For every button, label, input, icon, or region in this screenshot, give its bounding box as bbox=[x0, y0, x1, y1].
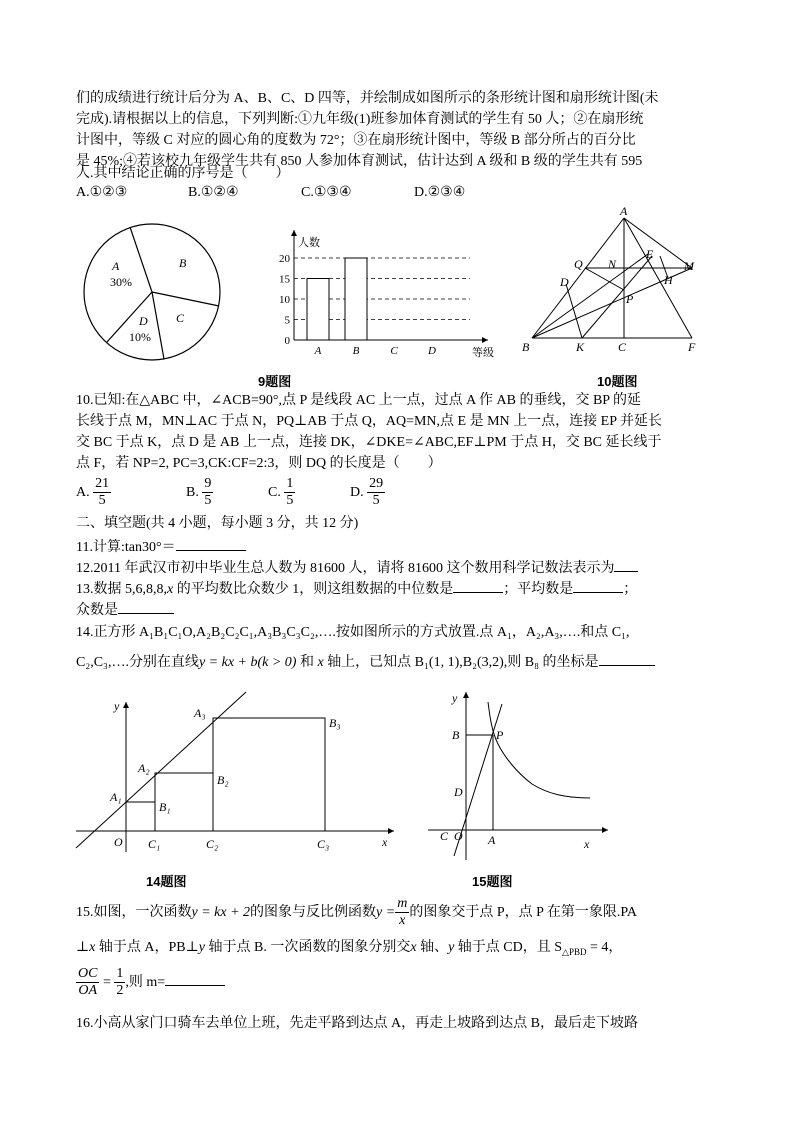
q12-answer-blank[interactable] bbox=[614, 557, 638, 572]
q9-option-b: B.①②④ bbox=[188, 185, 239, 200]
q9-line-1: 们的成绩进行统计后分为 A、B、C、D 四等，并绘制成如图所示的条形统计图和扇形统计图(未 bbox=[76, 91, 659, 106]
q14-var-x: x bbox=[317, 655, 324, 670]
fig14-label-x: x bbox=[382, 835, 388, 849]
q15-half-den: 2 bbox=[116, 983, 124, 999]
pie-label-a: A bbox=[112, 259, 120, 273]
q10-option-a bbox=[76, 476, 111, 509]
fig10-label-m: M bbox=[684, 259, 694, 273]
fig14-label-c2: C₂ bbox=[206, 837, 219, 851]
pie-divider-ab bbox=[130, 227, 152, 292]
fig10-label-b: B bbox=[522, 340, 530, 354]
q15-line-2 bbox=[76, 939, 622, 961]
q12 bbox=[76, 557, 638, 578]
q15-ratio-fraction bbox=[76, 966, 99, 999]
q15-text-b: 的图象与反比例函数 bbox=[250, 905, 377, 920]
bar-y-tick-label: 5 bbox=[284, 314, 290, 327]
q16-line-1: 16.小高从家门口骑车去单位上班，先走平路到达点 A，再走上坡路到达点 B，最后走下坡路 bbox=[76, 1016, 638, 1031]
fig14-label-a1: A₁ bbox=[110, 790, 122, 804]
q9-line-3: 计图中，等级 C 对应的圆心角的度数为 72°；③在扇形统计图中，等级 B 部分所占的百分比 bbox=[76, 133, 636, 148]
fig10-label-p: P bbox=[626, 292, 634, 306]
q14-text-a: C₂,C₃,….分别在直线 bbox=[76, 655, 199, 670]
q10-line-1: 10.已知:在△ABC 中，∠ACB=90°,点 P 是线段 AC 上一点，过点 A 作 AB 的垂线，交 BP 的延 bbox=[76, 393, 642, 408]
q9-line-5-text: 人.其中结论正确的序号是（ ） bbox=[76, 166, 290, 181]
fig10-label-q: Q bbox=[574, 257, 583, 271]
q15-text-h: = 4， bbox=[586, 940, 623, 955]
q13-text-d: ； bbox=[623, 582, 638, 597]
q15-answer-blank[interactable] bbox=[165, 971, 225, 986]
q10-option-b-num: 9 bbox=[204, 476, 212, 491]
fig10-label-d: D bbox=[560, 275, 569, 289]
fig15-label-d: D bbox=[454, 785, 463, 799]
q15-text-g: 轴于点 CD，且 S bbox=[454, 940, 563, 955]
q15-text-a: 15.如图，一次函数 bbox=[76, 905, 192, 920]
bar-y-tick-label: 10 bbox=[279, 294, 290, 306]
q13-text-c: ；平均数是 bbox=[503, 582, 574, 597]
fig15-label-a: A bbox=[488, 833, 496, 847]
bar-category-label: D bbox=[428, 345, 436, 357]
q10-option-c bbox=[268, 476, 295, 509]
bar-y-tick-label: 0 bbox=[284, 335, 290, 347]
q13-var-x: x bbox=[167, 582, 174, 597]
q15-linear-expr: y = kx + 2 bbox=[191, 905, 251, 920]
q10-option-d bbox=[350, 476, 385, 509]
q10-option-c-letter: C. bbox=[268, 484, 281, 500]
fig14-label-b1: B₁ bbox=[159, 800, 171, 814]
q15-var-x2: x bbox=[410, 940, 417, 955]
fig15-label-b: B bbox=[452, 728, 460, 742]
q13-text-b: 的平均数比众数少 1，则这组数据的中位数是 bbox=[173, 582, 454, 597]
bar-y-tick-label: 20 bbox=[279, 253, 290, 265]
section-2-heading: 二、填空题(共 4 小题，每小题 3 分，共 12 分) bbox=[76, 516, 359, 531]
q10-line-4: 点 F，若 NP=2, PC=3,CK:CF=2:3，则 DQ 的长度是（ ） bbox=[76, 456, 442, 471]
q14-text-b: 和 bbox=[296, 655, 318, 670]
q15-text-perp: ⊥ bbox=[76, 940, 90, 955]
fig15-caption: 15题图 bbox=[472, 874, 513, 889]
fig10-label-e: E bbox=[646, 247, 654, 261]
q13-mode-blank[interactable] bbox=[118, 599, 174, 614]
bar-category-label: C bbox=[390, 345, 398, 357]
q13-median-blank[interactable] bbox=[453, 578, 503, 593]
q10-option-d-num: 29 bbox=[369, 476, 384, 491]
fig14-label-a3: A₃ bbox=[194, 706, 206, 720]
q15-text-c: 的图象交于点 P，点 P 在第一象限.PA bbox=[409, 905, 638, 920]
q14-line-2 bbox=[76, 651, 655, 672]
fig14-label-c1: C₁ bbox=[148, 837, 161, 851]
q9-option-d: D.②③④ bbox=[414, 185, 466, 200]
q13-line-1 bbox=[76, 578, 637, 599]
fig14-label-a2: A₂ bbox=[138, 761, 150, 775]
q15-inverse-expr: y = bbox=[376, 905, 396, 920]
pie-label-d: D bbox=[139, 314, 148, 328]
q13-line-2 bbox=[76, 599, 174, 620]
q10-option-c-fraction bbox=[284, 476, 295, 509]
fig10-label-n: N bbox=[608, 257, 617, 271]
fig15-label-y: y bbox=[452, 691, 458, 705]
q15-text-i: ,则 m= bbox=[125, 975, 166, 990]
fig14-diagram bbox=[74, 690, 404, 860]
q15-inverse-fraction bbox=[395, 896, 409, 929]
q15-var-y1: y bbox=[198, 940, 206, 955]
q9-option-a: A.①②③ bbox=[76, 185, 128, 200]
pie-label-b: B bbox=[179, 256, 187, 270]
q11-answer-blank[interactable] bbox=[176, 536, 246, 551]
q10-option-a-letter: A. bbox=[76, 484, 90, 500]
q10-line-3: 交 BC 于点 K，点 D 是 AB 上一点，连接 DK，∠DKE=∠ABC,EF⊥PM 于点 H，交 BC 延长线于 bbox=[76, 435, 662, 450]
q15-var-y2: y bbox=[448, 940, 455, 955]
q15-line-3 bbox=[76, 966, 225, 1000]
fig10-label-a: A bbox=[620, 204, 628, 218]
q13-text-e: 众数是 bbox=[76, 603, 118, 618]
q11 bbox=[76, 536, 246, 557]
fig15-label-p: P bbox=[496, 728, 504, 742]
q15-text-d: 轴于点 A，PB⊥ bbox=[95, 940, 199, 955]
q10-option-b-letter: B. bbox=[186, 484, 199, 500]
q11-text: 11.计算:tan30°＝ bbox=[76, 540, 176, 555]
fig10-label-c: C bbox=[618, 340, 627, 354]
q15-area-sub: △PBD bbox=[562, 946, 587, 957]
q15-frac-x: x bbox=[399, 913, 406, 929]
fig14-label-c3: C₃ bbox=[317, 837, 330, 851]
q10-option-a-fraction bbox=[93, 476, 111, 509]
q13-mean-blank[interactable] bbox=[573, 578, 623, 593]
bar-y-tick-label: 15 bbox=[279, 273, 290, 286]
bar-x-label: 等级 bbox=[472, 347, 494, 359]
fig14-label-o: O bbox=[114, 835, 123, 849]
q10-option-b bbox=[186, 476, 213, 509]
q10-option-b-den: 5 bbox=[204, 493, 212, 508]
q10-option-a-num: 21 bbox=[95, 476, 110, 491]
q12-text: 12.2011 年武汉市初中毕业生总人数为 81600 人，请将 81600 这个数用科学记数法表示为 bbox=[76, 561, 615, 576]
pie-label-a-pct: 30% bbox=[110, 275, 132, 289]
fig10-diagram bbox=[520, 206, 720, 356]
q15-half-fraction bbox=[114, 966, 125, 999]
fig15-label-x: x bbox=[584, 837, 590, 851]
q10-option-d-den: 5 bbox=[372, 493, 380, 508]
fig15-label-c: C bbox=[440, 829, 449, 843]
pie-divider-cd bbox=[152, 292, 164, 359]
fig9-caption: 9题图 bbox=[258, 374, 292, 389]
bar-y-label: 人数 bbox=[298, 237, 320, 249]
bar-a bbox=[307, 279, 329, 341]
q15-equals: = bbox=[99, 975, 115, 990]
q10-option-d-letter: D. bbox=[350, 484, 364, 500]
pie-chart bbox=[82, 222, 222, 362]
fig14-label-b2: B₂ bbox=[217, 773, 229, 787]
fig15-label-o: O bbox=[454, 829, 463, 843]
fig10-label-f: F bbox=[688, 340, 696, 354]
pie-label-c: C bbox=[176, 311, 185, 325]
q14-text-c: 轴上，已知点 B₁(1, 1),B₂(3,2),则 B₈ 的坐标是 bbox=[323, 655, 599, 670]
fig10-label-k: K bbox=[576, 340, 585, 354]
bar-category-label: B bbox=[352, 345, 360, 357]
fig15-diagram bbox=[424, 688, 614, 863]
q10-option-a-den: 5 bbox=[98, 493, 106, 508]
q15-text-e: 轴于点 B. 一次函数的图象分别交 bbox=[205, 940, 411, 955]
q14-line-expr: y = kx + b(k > 0) bbox=[198, 655, 297, 670]
q10-line-2: 长线于点 M，MN⊥AC 于点 N，PQ⊥AB 于点 Q，AQ=MN,点 E 是 MN 上一点，连接 EP 并延长 bbox=[76, 414, 662, 429]
q9-line-2: 完成).请根据以上的信息，下列判断:①九年级(1)班参加体育测试的学生有 50 人；②在扇形统 bbox=[76, 112, 644, 127]
bar-category-label: A bbox=[314, 345, 322, 357]
q10-option-d-fraction bbox=[367, 476, 385, 509]
bar-chart bbox=[270, 222, 500, 362]
q9-option-c: C.①③④ bbox=[301, 185, 352, 200]
bar-b bbox=[345, 258, 367, 340]
q10-option-c-den: 5 bbox=[286, 493, 294, 508]
q15-ratio-den: OA bbox=[78, 983, 98, 999]
fig14-label-b3: B₃ bbox=[329, 716, 341, 730]
q15-var-x1: x bbox=[89, 940, 96, 955]
fig14-label-y: y bbox=[114, 699, 120, 713]
q9-line-4: 是 45%;④若该校九年级学生共有 850 人参加体育测试，估计达到 A 级和 B 级的学生共有 595 bbox=[76, 154, 643, 169]
fig10-caption: 10题图 bbox=[597, 374, 638, 389]
q15-text-f: 轴、 bbox=[416, 940, 449, 955]
q10-option-b-fraction bbox=[202, 476, 213, 509]
fig10-label-h: H bbox=[664, 273, 673, 287]
pie-label-d-pct: 10% bbox=[129, 330, 151, 344]
q15-half-num: 1 bbox=[116, 966, 124, 982]
q15-frac-m: m bbox=[397, 896, 408, 912]
q15-line-1 bbox=[76, 896, 637, 930]
q9-line-5 bbox=[76, 165, 290, 183]
fig14-caption: 14题图 bbox=[146, 874, 187, 889]
q13-text-a: 13.数据 5,6,8,8, bbox=[76, 582, 167, 597]
q14-line-1: 14.正方形 A₁B₁C₁O,A₂B₂C₂C₁,A₃B₃C₃C₂,….按如图所示的方式放置.点 A₁，A₂,A₃,….和点 C₁, bbox=[76, 625, 630, 640]
q15-ratio-num: OC bbox=[78, 966, 98, 982]
pie-divider-bc bbox=[152, 292, 219, 306]
q10-option-c-num: 1 bbox=[286, 476, 294, 491]
q14-answer-blank[interactable] bbox=[599, 651, 655, 666]
